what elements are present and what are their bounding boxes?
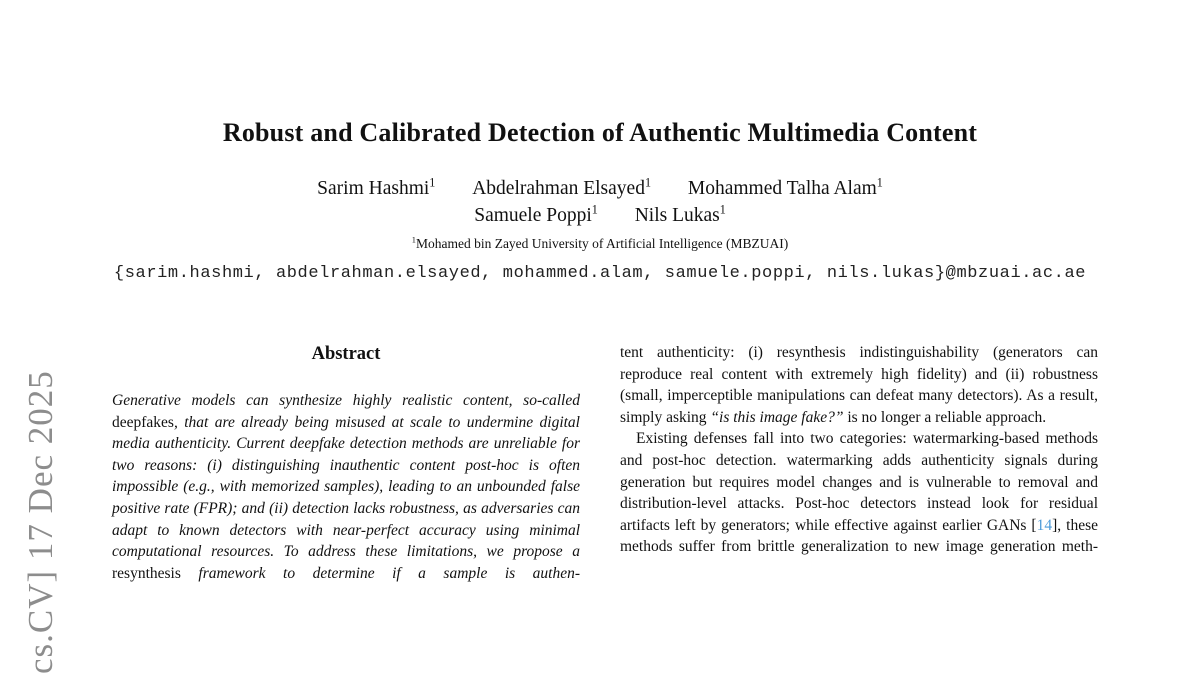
quoted-question: “is this image fake?” [710, 408, 844, 426]
abstract-segment: framework to determine if a sample is authen- [180, 564, 580, 582]
paragraph-segment: is no longer a reliable approach. [843, 408, 1047, 426]
author-block [0, 176, 1200, 229]
paragraph-segment: tent authenticity: (i) resynthesis indistinguishability (generators can reproduce real content with extremely high fidelity) and (ii) robustness (small, imperceptible manipulations can defeat many detectors). As a result, simply asking [620, 344, 1098, 426]
arxiv-stamp: cs.CV] 17 Dec 2025 [21, 370, 60, 674]
citation-link[interactable]: 14 [1036, 516, 1053, 534]
right-column [620, 342, 1098, 558]
left-column [112, 336, 580, 584]
intro-paragraph-2 [620, 428, 1098, 558]
author-affiliation-mark: 1 [719, 202, 726, 216]
author-name: Sarim Hashmi [317, 178, 430, 199]
paragraph-segment: Existing defenses fall into two categories: watermarking-based methods and post-hoc detection. watermarking adds authenticity signals during generation but requires model changes and is vulnerable to removal and distribution-level attacks. Post-hoc detectors instead look for residual artifacts left by generators; while effective against earlier GANs [ [620, 430, 1098, 534]
author [474, 203, 598, 230]
author-line-1 [0, 176, 1200, 203]
abstract-paragraph [112, 390, 580, 584]
author [472, 176, 651, 203]
author-emails: {sarim.hashmi, abdelrahman.elsayed, mohammed.alam, samuele.poppi, nils.lukas}@mbzuai.ac.ae [113, 264, 1087, 283]
author-affiliation-mark: 1 [429, 175, 436, 190]
author-name: Abdelrahman Elsayed [472, 178, 645, 199]
author-affiliation-mark: 1 [591, 202, 598, 216]
author [688, 176, 883, 203]
abstract-segment: , that are already being misused at scale to undermine digital media authenticity. Current deepfake detection methods are unreliable for two reasons: (i) distinguishing inauthentic content post-hoc is often impossible (e.g., with memorized samples), leading to an unbounded false positive rate (FPR); and (ii) detection lacks robustness, as adversaries can adapt to known detectors with near-perfect accuracy using minimal computational resources. To address these limitations, we propose a [112, 413, 580, 561]
author [635, 203, 726, 230]
author-name: Nils Lukas [634, 204, 720, 226]
author-name: Mohammed Talha Alam [687, 178, 877, 199]
author-name: Samuele Poppi [474, 204, 592, 226]
intro-paragraph-1 [620, 342, 1098, 428]
abstract-term-deepfakes: deepfakes [112, 413, 174, 431]
abstract-segment: Generative models can synthesize highly realistic content, so-called [112, 392, 580, 409]
affiliation-text: Mohamed bin Zayed University of Artificial Intelligence (MBZUAI) [415, 236, 789, 251]
affiliation [0, 236, 1200, 252]
author [317, 176, 435, 203]
author-affiliation-mark: 1 [644, 175, 651, 190]
author-line-2 [0, 203, 1200, 230]
affiliation-superscript: 1 [411, 235, 416, 245]
paragraph-segment: ], these methods suffer from brittle generalization to new image generation meth- [620, 516, 1098, 556]
author-affiliation-mark: 1 [876, 175, 883, 190]
page-title: Robust and Calibrated Detection of Authentic Multimedia Content [222, 118, 978, 148]
abstract-term-resynthesis: resynthesis [112, 564, 181, 582]
abstract-heading: Abstract [311, 344, 381, 364]
